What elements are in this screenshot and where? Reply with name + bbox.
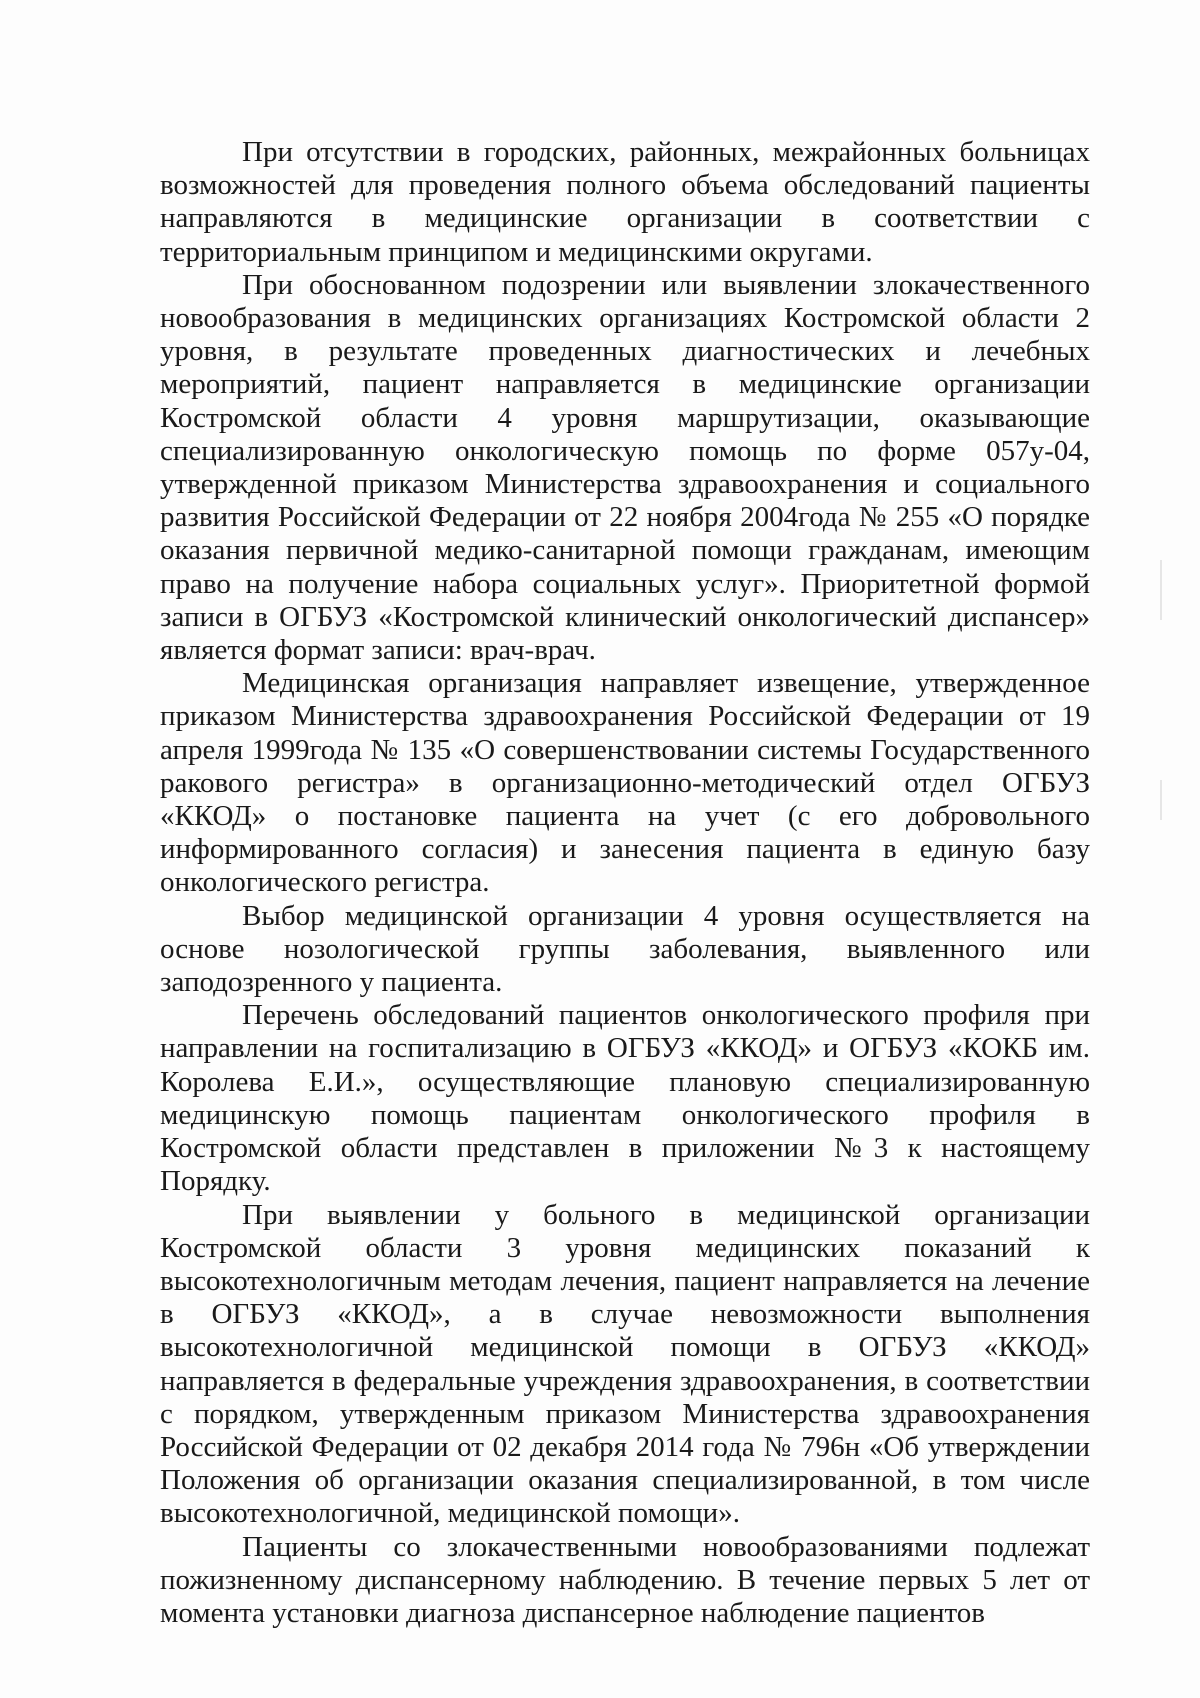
- paragraph-suspicion-referral: При обоснованном подозрении или выявлении злокачественного новообразования в медицинских организациях Костромской области 2 уровня, в результате проведенных диагностических и лечебных мероприятий, пациент направляется в медицинские организации Костромской области 4 уровня маршрутизации, оказывающие специализированную онкологическую помощь по форме 057у-04, утвержденной приказом Министерства здравоохранения и социального развития Российской Федерации от 22 ноября 2004года № 255 «О порядке оказания первичной медико-санитарной помощи гражданам, имеющим право на получение набора социальных услуг». Приоритетной формой записи в ОГБУЗ «Костромской клинический онкологический диспансер» является формат записи: врач-врач.: [160, 268, 1090, 667]
- scan-edge-mark: [1160, 780, 1162, 820]
- paragraph-follow-up: Пациенты со злокачественными новообразованиями подлежат пожизненному диспансерному наблюдению. В течение первых 5 лет от момента установки диагноза диспансерное наблюдение пациентов: [160, 1530, 1090, 1629]
- paragraph-registry-notice: Медицинская организация направляет извещение, утвержденное приказом Министерства здравоохранения Российской Федерации от 19 апреля 1999года № 135 «О совершенствовании системы Государственного ракового регистра» в организационно-методический отдел ОГБУЗ «ККОД» о постановке пациента на учет (с его добровольного информированного согласия) и занесения пациента в единую базу онкологического регистра.: [160, 667, 1090, 899]
- paragraph-exam-list: Перечень обследований пациентов онкологического профиля при направлении на госпитализацию в ОГБУЗ «ККОД» и ОГБУЗ «КОКБ им. Королева Е.И.», осуществляющие плановую специализированную медицинскую помощь пациентам онкологического профиля в Костромской области представлен в приложении №3 к настоящему Порядку.: [160, 999, 1090, 1198]
- paragraph-high-tech-care: При выявлении у больного в медицинской организации Костромской области 3 уровня медицинских показаний к высокотехнологичным методам лечения, пациент направляется на лечение в ОГБУЗ «ККОД», а в случае невозможности выполнения высокотехнологичной медицинской помощи в ОГБУЗ «ККОД» направляется в федеральные учреждения здравоохранения, в соответствии с порядком, утвержденным приказом Министерства здравоохранения Российской Федерации от 02 декабря 2014 года № 796н «Об утверждении Положения об организации оказания специализированной, в том числе высокотехнологичной, медицинской помощи».: [160, 1198, 1090, 1530]
- paragraph-exam-capacity: При отсутствии в городских, районных, межрайонных больницах возможностей для проведения полного объема обследований пациенты направляются в медицинские организации в соответствии с территориальным принципом и медицинскими округами.: [160, 136, 1090, 268]
- paragraph-level-choice: Выбор медицинской организации 4 уровня осуществляется на основе нозологической группы заболевания, выявленного или заподозренного у пациента.: [160, 899, 1090, 999]
- document-body: [160, 136, 1090, 1630]
- scan-edge-mark: [1160, 560, 1162, 620]
